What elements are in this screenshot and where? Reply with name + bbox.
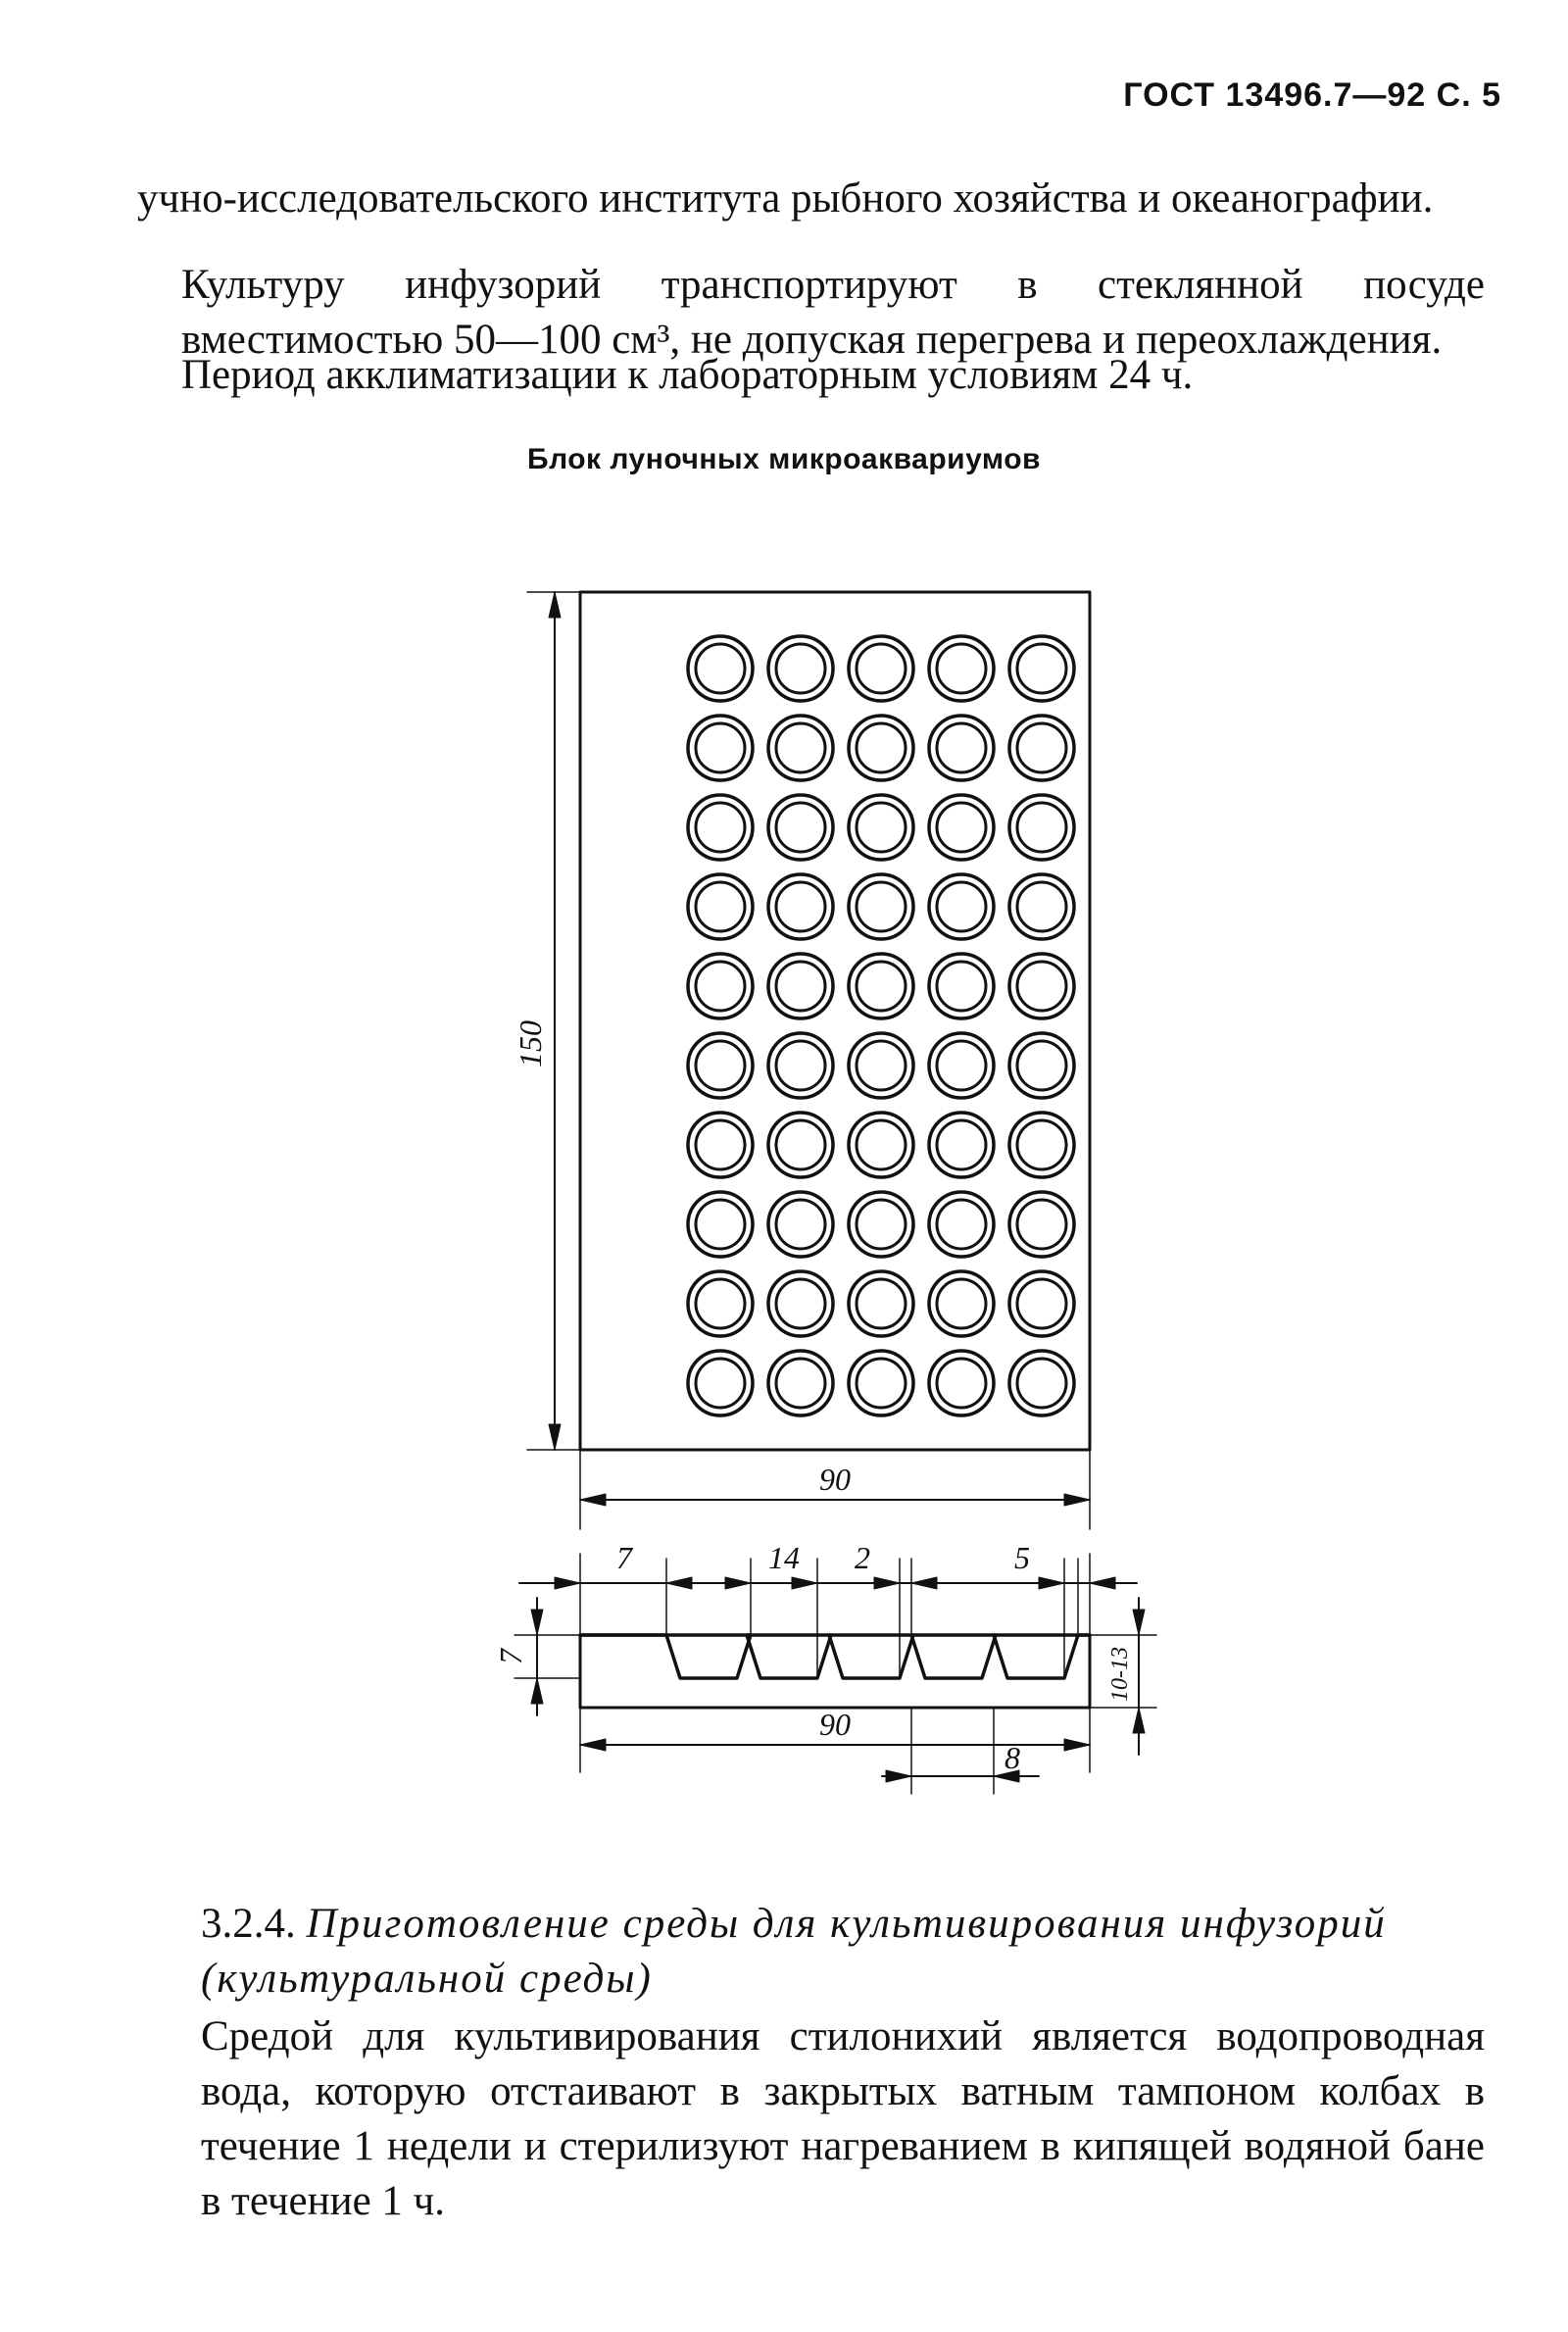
well-outer: [849, 716, 913, 780]
well-outer: [1009, 1192, 1074, 1257]
well-outer: [688, 716, 753, 780]
well-inner: [776, 723, 825, 772]
well-outer: [688, 1271, 753, 1336]
well-outer: [1009, 1033, 1074, 1098]
well-outer: [768, 1192, 833, 1257]
well-outer: [929, 1351, 994, 1415]
section-profile: [580, 1635, 1090, 1678]
dim-label-depth: 10-13: [1107, 1647, 1133, 1702]
well-inner: [1017, 723, 1066, 772]
dim-label-width-top: 90: [819, 1462, 851, 1497]
well-outer: [1009, 1113, 1074, 1177]
well-outer: [929, 1113, 994, 1177]
well-outer: [768, 1033, 833, 1098]
dim-label-pitch: 8: [1004, 1740, 1020, 1775]
well-inner: [776, 1279, 825, 1328]
well-outer: [929, 954, 994, 1018]
well-inner: [1017, 1200, 1066, 1249]
well-inner: [857, 644, 906, 693]
well-inner: [857, 1041, 906, 1090]
well-inner: [937, 882, 986, 931]
well-inner: [857, 1120, 906, 1169]
well-inner: [776, 1200, 825, 1249]
paragraph-transport: Культуру инфузорий транспортируют в стеклянной посуде вместимостью 50—100 см³, не допуская перегрева и переохлаждения.: [181, 262, 1485, 363]
well-outer: [768, 1271, 833, 1336]
well-inner: [857, 1359, 906, 1408]
well-outer: [849, 795, 913, 860]
section-number: 3.2.4.: [201, 1901, 296, 1947]
well-inner: [937, 1200, 986, 1249]
dim-label-height: 150: [513, 1020, 548, 1067]
page-header: ГОСТ 13496.7—92 С. 5: [1123, 76, 1501, 114]
well-inner: [1017, 962, 1066, 1011]
arrow: [549, 1424, 561, 1450]
well-outer: [1009, 795, 1074, 860]
well-outer: [688, 954, 753, 1018]
well-inner: [937, 723, 986, 772]
well-inner: [696, 644, 745, 693]
well-inner: [857, 1200, 906, 1249]
arrow: [549, 592, 561, 618]
dim-label-edge: 7: [616, 1540, 632, 1575]
well-outer: [849, 954, 913, 1018]
well-outer: [1009, 636, 1074, 701]
section-heading: [201, 1897, 1494, 2007]
well-inner: [696, 1200, 745, 1249]
well-inner: [937, 644, 986, 693]
well-inner: [696, 1279, 745, 1328]
well-inner: [1017, 1359, 1066, 1408]
well-inner: [857, 962, 906, 1011]
well-inner: [696, 1120, 745, 1169]
well-inner: [857, 1279, 906, 1328]
well-inner: [1017, 803, 1066, 852]
well-outer: [768, 795, 833, 860]
well-outer: [929, 636, 994, 701]
well-inner: [776, 1041, 825, 1090]
well-inner: [937, 962, 986, 1011]
well-outer: [849, 1192, 913, 1257]
well-outer: [929, 874, 994, 939]
well-outer: [768, 954, 833, 1018]
well-inner: [696, 1359, 745, 1408]
well-inner: [696, 1041, 745, 1090]
well-outer: [768, 874, 833, 939]
well-outer: [929, 1192, 994, 1257]
well-outer: [1009, 954, 1074, 1018]
well-inner: [1017, 1279, 1066, 1328]
well-outer: [849, 1271, 913, 1336]
well-inner: [776, 1359, 825, 1408]
well-outer: [1009, 1271, 1074, 1336]
well-inner: [776, 803, 825, 852]
dim-label-gap: 2: [855, 1540, 870, 1575]
well-inner: [937, 1041, 986, 1090]
well-inner: [937, 1279, 986, 1328]
dim-label-width-bottom: 90: [819, 1707, 851, 1742]
dim-label-thickness: 7: [493, 1649, 528, 1664]
well-inner: [857, 882, 906, 931]
well-outer: [688, 1033, 753, 1098]
dim-label-well: 14: [768, 1540, 800, 1575]
well-outer: [688, 1192, 753, 1257]
paragraph-institute: учно-исследовательского института рыбного хозяйства и океанографии.: [137, 175, 1434, 222]
well-outer: [688, 874, 753, 939]
microaquarium-block-drawing: [0, 569, 1568, 1804]
well-outer: [688, 795, 753, 860]
well-outer: [1009, 716, 1074, 780]
well-inner: [696, 803, 745, 852]
figure-title: Блок луночных микроаквариумов: [527, 443, 1041, 475]
paragraph-acclimatization: Период акклиматизации к лабораторным условиям 24 ч.: [181, 352, 1194, 398]
section-body: [580, 1635, 1090, 1708]
well-outer: [849, 1033, 913, 1098]
well-inner: [776, 644, 825, 693]
dim-label-bottom: 5: [1014, 1540, 1030, 1575]
well-outer: [929, 1271, 994, 1336]
well-outer: [849, 1113, 913, 1177]
well-inner: [857, 803, 906, 852]
well-inner: [696, 723, 745, 772]
well-outer: [849, 636, 913, 701]
well-inner: [776, 962, 825, 1011]
wells-grid: [688, 636, 1074, 1415]
well-outer: [929, 716, 994, 780]
well-outer: [768, 716, 833, 780]
well-inner: [1017, 1120, 1066, 1169]
well-inner: [1017, 882, 1066, 931]
well-outer: [849, 1351, 913, 1415]
well-outer: [1009, 874, 1074, 939]
well-outer: [688, 636, 753, 701]
well-inner: [776, 1120, 825, 1169]
well-outer: [768, 1113, 833, 1177]
well-inner: [696, 882, 745, 931]
section-title: Приготовление среды для культивирования инфузорий (культуральной среды): [201, 1901, 1387, 2002]
well-outer: [929, 1033, 994, 1098]
well-inner: [1017, 644, 1066, 693]
well-inner: [937, 1120, 986, 1169]
section-view: [580, 1635, 1090, 1708]
paragraph-medium: Средой для культивирования стилонихий является водопроводная вода, которую отстаивают в закрытых ватным тампоном колбах в течение 1 недели и стерилизуют нагреванием в кипящей водяной бане в течение 1 ч.: [201, 2013, 1485, 2224]
well-inner: [696, 962, 745, 1011]
well-outer: [1009, 1351, 1074, 1415]
well-outer: [688, 1113, 753, 1177]
well-outer: [688, 1351, 753, 1415]
well-inner: [857, 723, 906, 772]
well-inner: [776, 882, 825, 931]
well-outer: [849, 874, 913, 939]
well-inner: [937, 1359, 986, 1408]
well-inner: [1017, 1041, 1066, 1090]
well-outer: [768, 636, 833, 701]
well-outer: [929, 795, 994, 860]
well-inner: [937, 803, 986, 852]
well-outer: [768, 1351, 833, 1415]
